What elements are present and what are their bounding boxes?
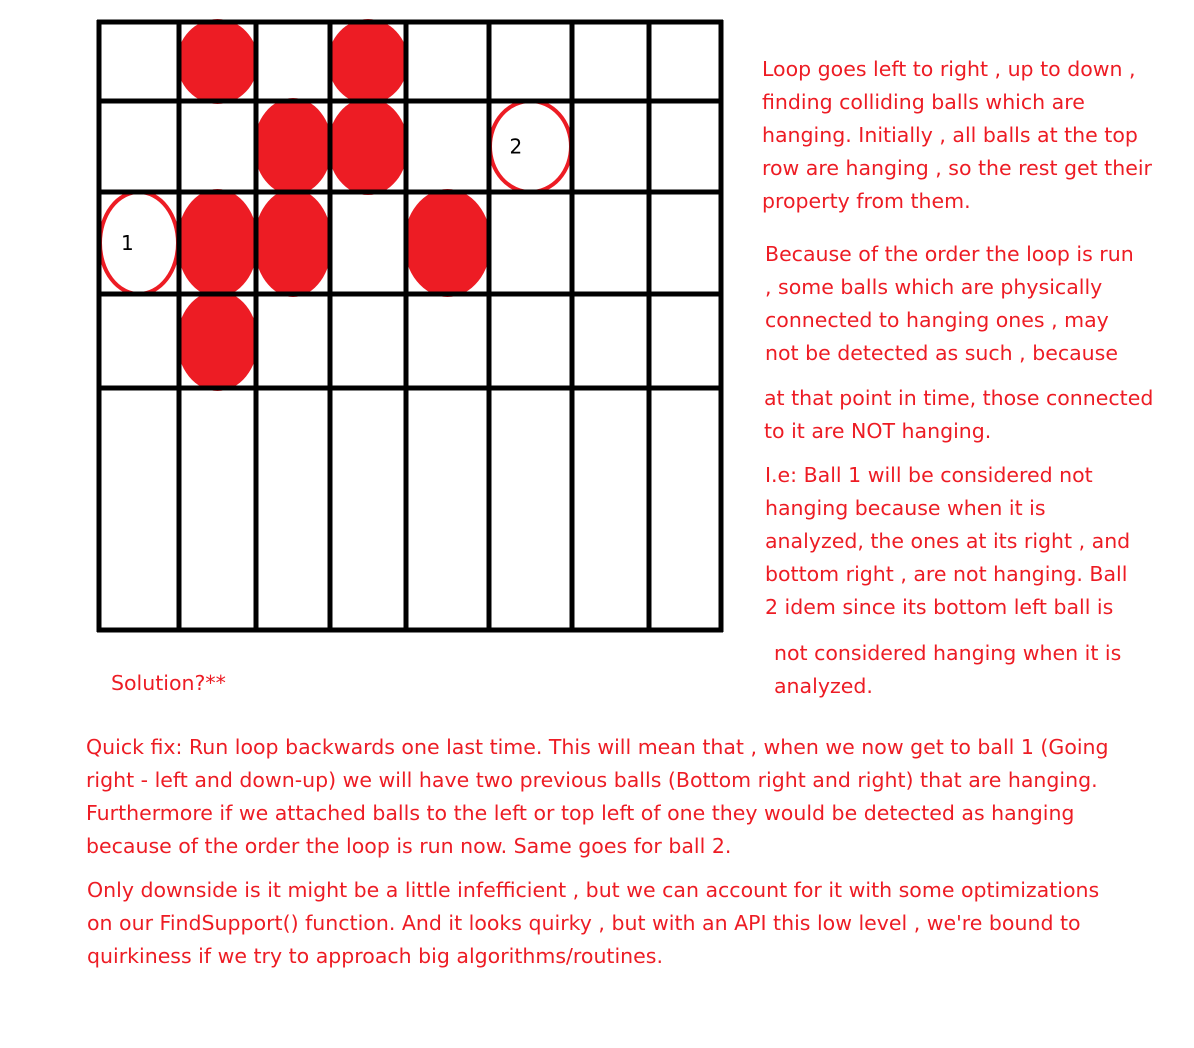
hanging-ball — [177, 291, 258, 391]
ball-shape — [328, 98, 408, 195]
note-line: Only downside is it might be a little infefficient , but we can account for it with some optimizations — [87, 878, 1100, 902]
hanging-ball — [328, 19, 408, 104]
note-line: right - left and down-up) we will have two previous balls (Bottom right and right) that are hanging. — [86, 768, 1098, 792]
note-example — [765, 459, 1130, 624]
note-line: 2 idem since its bottom left ball is — [765, 595, 1114, 619]
ball-shape — [177, 19, 258, 104]
note-line: I.e: Ball 1 will be considered not — [765, 463, 1093, 487]
note-line: not be detected as such , because — [765, 341, 1118, 365]
note-line: Loop goes left to right , up to down , — [762, 57, 1136, 81]
note-line: hanging. Initially , all balls at the top — [762, 123, 1138, 147]
ball-label: 2 — [509, 134, 523, 159]
note-line: row are hanging , so the rest get their — [762, 156, 1152, 180]
note-downside — [87, 874, 1099, 973]
balls-layer — [100, 19, 571, 391]
hanging-ball — [404, 189, 491, 297]
ball-2 — [490, 101, 571, 192]
note-line: Quick fix: Run loop backwards one last time. This will mean that , when we now get to ball 1 (Going — [86, 735, 1109, 759]
hanging-ball — [254, 98, 332, 195]
note-line: at that point in time, those connected — [764, 386, 1154, 410]
solution-heading — [111, 667, 226, 700]
hanging-ball — [177, 19, 258, 104]
note-line: , some balls which are physically — [765, 275, 1103, 299]
note-line: Furthermore if we attached balls to the left or top left of one they would be detected as hanging — [86, 801, 1075, 825]
note-line: analyzed, the ones at its right , and — [765, 529, 1131, 553]
ball-shape — [404, 189, 491, 297]
note-line: to it are NOT hanging. — [764, 419, 992, 443]
hanging-ball — [328, 98, 408, 195]
note-example-cont — [774, 637, 1121, 703]
note-loop-order — [762, 53, 1152, 218]
note-point-in-time — [764, 382, 1153, 448]
note-line: Solution?** — [111, 671, 226, 695]
note-line: finding colliding balls which are — [762, 90, 1085, 114]
note-line: connected to hanging ones , may — [765, 308, 1109, 332]
hanging-ball — [177, 189, 258, 297]
note-order-problem — [765, 238, 1134, 370]
ball-label: 1 — [121, 231, 134, 255]
note-line: quirkiness if we try to approach big algorithms/routines. — [87, 944, 663, 968]
ball-shape — [177, 189, 258, 297]
ball-shape — [254, 189, 332, 297]
note-quick-fix — [86, 731, 1109, 863]
ball-shape — [328, 19, 408, 104]
note-line: property from them. — [762, 189, 971, 213]
ball-shape — [490, 101, 571, 192]
note-line: not considered hanging when it is — [774, 641, 1122, 665]
note-line: analyzed. — [774, 674, 873, 698]
note-line: hanging because when it is — [765, 496, 1046, 520]
ball-1 — [100, 192, 178, 294]
ball-shape — [254, 98, 332, 195]
note-line: on our FindSupport() function. And it looks quirky , but with an API this low level , we're bound to — [87, 911, 1081, 935]
note-line: bottom right , are not hanging. Ball — [765, 562, 1128, 586]
note-line: Because of the order the loop is run — [765, 242, 1134, 266]
note-line: because of the order the loop is run now. Same goes for ball 2. — [86, 834, 732, 858]
hanging-ball — [254, 189, 332, 297]
ball-shape — [177, 291, 258, 391]
ball-shape — [100, 192, 178, 294]
